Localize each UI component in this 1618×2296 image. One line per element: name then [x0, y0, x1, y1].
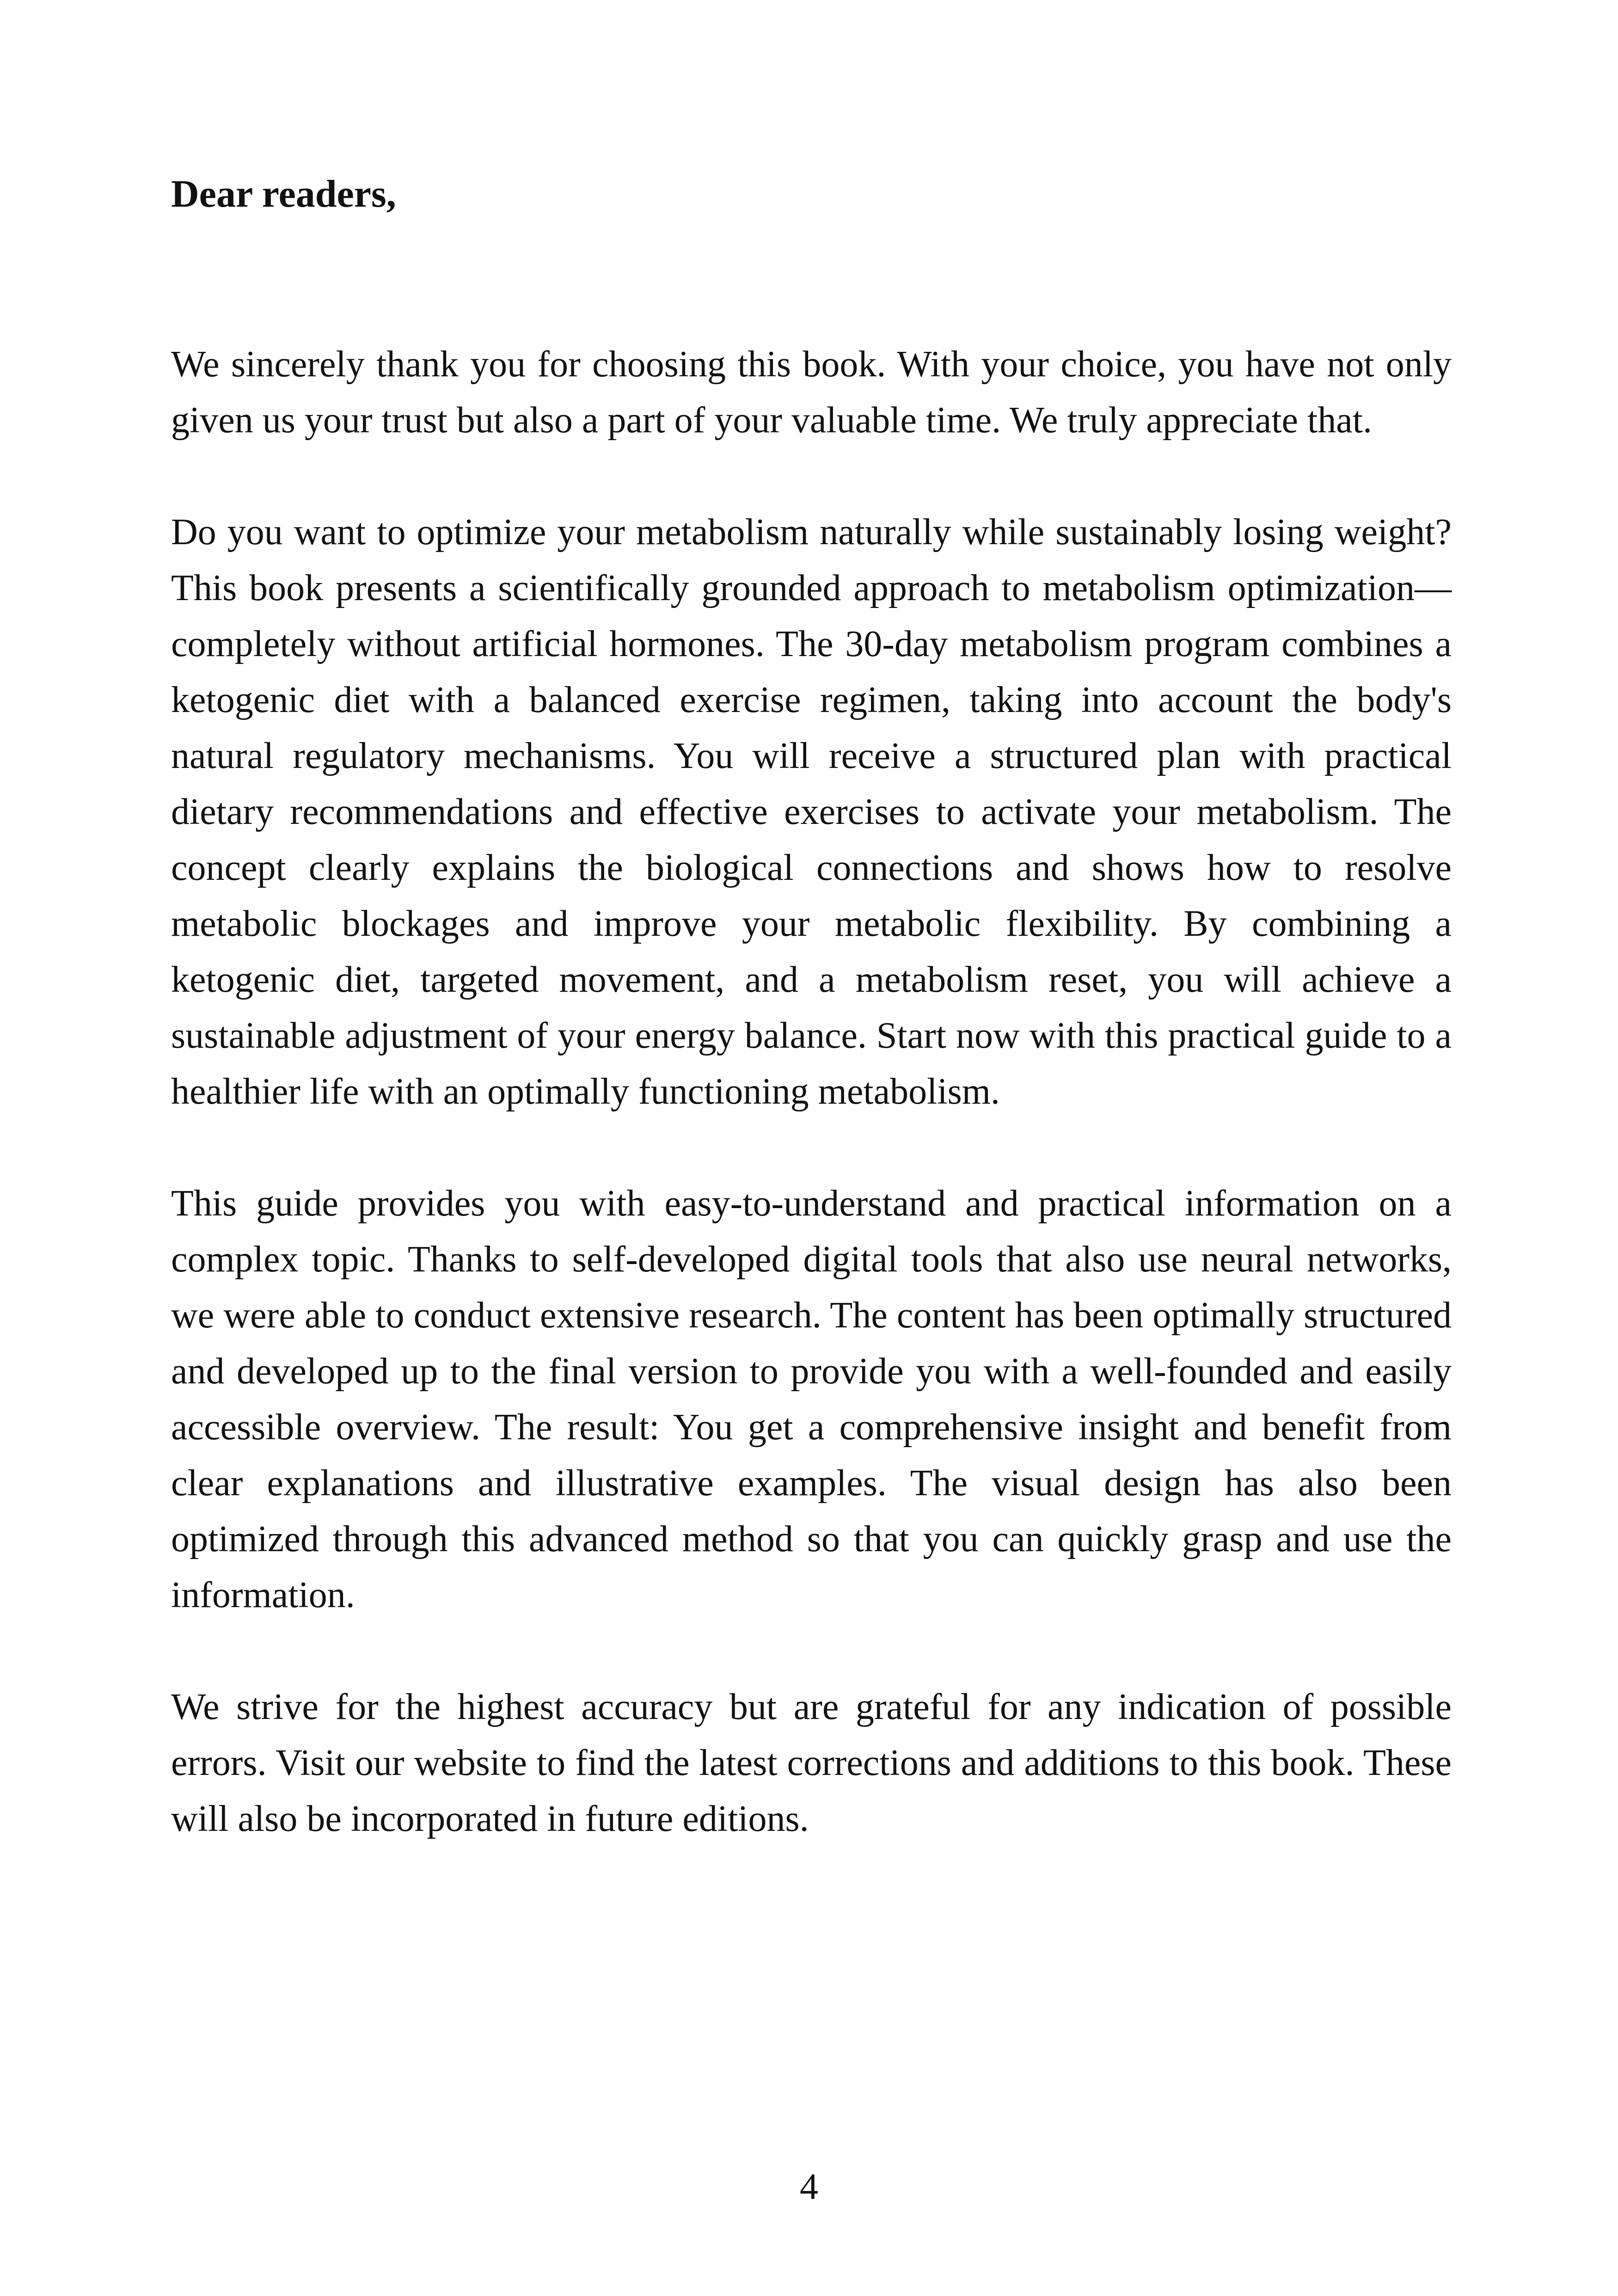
paragraph-guide-method: This guide provides you with easy-to-understand and practical information on a complex topic. Thanks to self-developed digital tools that also use neural networks, we were able to conduct extensive research. The content has been optimally structured and developed up to the final version to provide you with a well-founded and easily accessible overview. The result: You get a comprehensive insight and benefit from clear explanations and illustrative examples. The visual design has also been optimized through this advanced method so that you can quickly grasp and use the information.: [171, 1183, 1452, 1615]
greeting-heading: Dear readers,: [171, 172, 396, 215]
paragraph-program-overview: Do you want to optimize your metabolism naturally while sustainably losing weight? This book presents a scientifically grounded approach to metabolism optimization—completely without artificial hormones. The 30-day metabolism program combines a ketogenic diet with a balanced exercise regimen, taking into account the body's natural regulatory mechanisms. You will receive a structured plan with practical dietary recommendations and effective exercises to activate your metabolism. The concept clearly explains the biological connections and shows how to resolve metabolic blockages and improve your metabolic flexibility. By combining a ketogenic diet, targeted movement, and a metabolism reset, you will achieve a sustainable adjustment of your energy balance. Start now with this practical guide to a healthier life with an optimally functioning metabolism.: [171, 512, 1452, 1112]
page-number: 4: [800, 2167, 818, 2207]
paragraph-thanks: We sincerely thank you for choosing this book. With your choice, you have not only given us your trust but also a part of your valuable time. We truly appreciate that.: [171, 344, 1452, 441]
paragraph-corrections: We strive for the highest accuracy but are grateful for any indication of possible errors. Visit our website to find the latest corrections and additions to this book. These will also be incorporated in future editions.: [171, 1687, 1452, 1839]
body-text: [171, 337, 1452, 1903]
